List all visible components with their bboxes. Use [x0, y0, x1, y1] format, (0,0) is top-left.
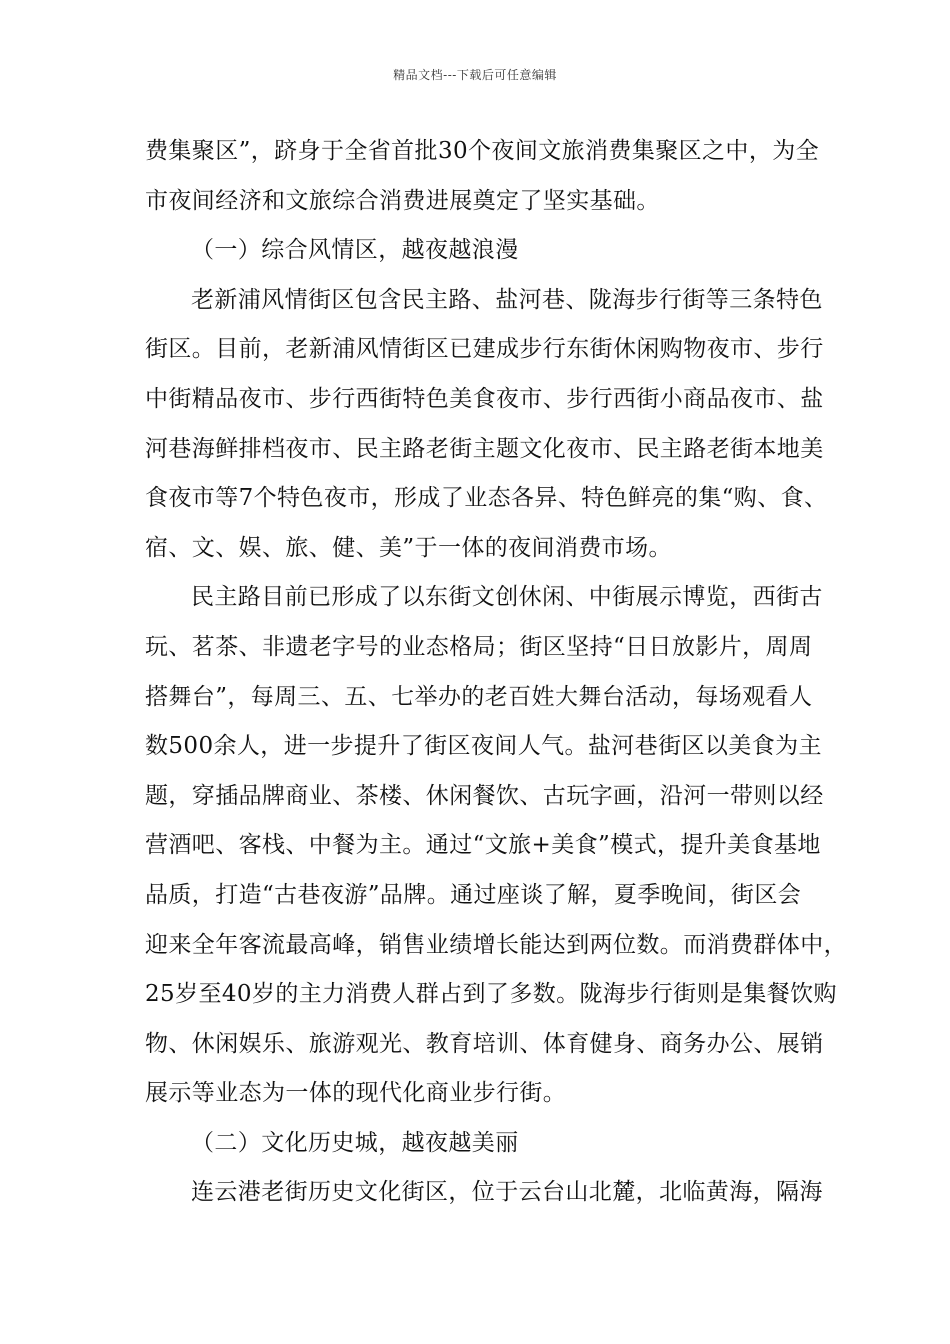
text-line: 物、休闲娱乐、旅游观光、教育培训、体育健身、商务办公、展销	[145, 1030, 824, 1057]
paragraph-start: 民主路目前已形成了以东街文创休闲、中街展示博览，西街古	[191, 584, 823, 611]
text-line: 展示等业态为一体的现代化商业步行街。	[145, 1080, 567, 1107]
text-line: 费集聚区”，跻身于全省首批30个夜间文旅消费集聚区之中，为全	[145, 138, 820, 164]
text-line: 数500余人，进一步提升了街区夜间人气。盐河巷街区以美食为主	[145, 733, 822, 760]
text-line: 中街精品夜市、步行西街特色美食夜市、步行西街小商品夜市、盐	[145, 385, 824, 412]
page-header: 精品文档---下载后可任意编辑	[393, 68, 557, 82]
text-line: 玩、茗茶、非遗老字号的业态格局；街区坚持“日日放影片，周周	[145, 633, 813, 660]
text-line: 河巷海鲜排档夜市、民主路老街主题文化夜市、民主路老街本地美	[145, 435, 824, 462]
text-line: 品质，打造“古巷夜游”品牌。通过座谈了解，夏季晚间，街区会	[145, 881, 802, 908]
section-heading: （二）文化历史城，越夜越美丽	[191, 1129, 519, 1156]
document-body	[145, 127, 847, 1218]
paragraph-start: 连云港老街历史文化街区，位于云台山北麓，北临黄海，隔海	[191, 1179, 823, 1206]
text-line: 食夜市等7个特色夜市，形成了业态各异、特色鲜亮的集“购、食、	[145, 485, 828, 512]
section-heading: （一）综合风情区，越夜越浪漫	[191, 237, 519, 264]
text-line: 搭舞台”，每周三、五、七举办的老百姓大舞台活动，每场观看人	[145, 683, 813, 710]
text-line: 营酒吧、客栈、中餐为主。通过“文旅+美食”模式，提升美食基地	[145, 832, 821, 859]
text-line: 宿、文、娱、旅、健、美”于一体的夜间消费市场。	[145, 534, 672, 561]
text-line: 街区。目前，老新浦风情街区已建成步行东街休闲购物夜市、步行	[145, 336, 824, 363]
text-line: 市夜间经济和文旅综合消费进展奠定了坚实基础。	[145, 187, 660, 214]
text-line: 题，穿插品牌商业、茶楼、休闲餐饮、古玩字画，沿河一带则以经	[145, 782, 824, 809]
paragraph-start: 老新浦风情街区包含民主路、盐河巷、陇海步行街等三条特色	[191, 286, 823, 313]
text-line: 迎来全年客流最高峰，销售业绩增长能达到两位数。而消费群体中，	[145, 931, 847, 958]
text-line: 25岁至40岁的主力消费人群占到了多数。陇海步行街则是集餐饮购	[145, 981, 837, 1008]
